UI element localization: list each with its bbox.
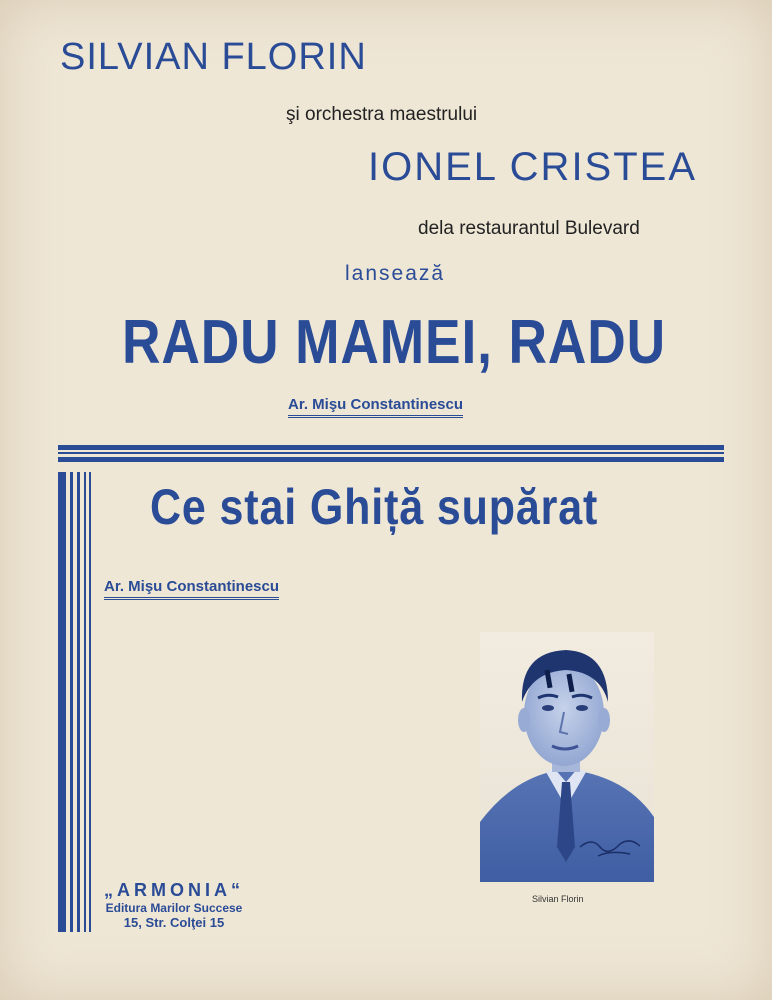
publisher-block	[84, 880, 264, 930]
divider-bar-middle	[58, 452, 724, 454]
artist-name: SILVIAN FLORIN	[60, 36, 367, 78]
publisher-address: 15, Str. Colţei 15	[123, 915, 225, 930]
divider-bar-bottom	[58, 457, 724, 462]
vertical-bar-5	[89, 472, 91, 932]
arranger-1: Ar. Mişu Constantinescu	[288, 396, 463, 418]
publisher-tagline: Editura Marilor Succese	[105, 901, 243, 915]
divider-bar-top	[58, 445, 724, 450]
portrait-illustration	[480, 632, 654, 882]
song-title-1: RADU MAMEI, RADU	[122, 308, 666, 377]
arranger-2: Ar. Mişu Constantinescu	[104, 578, 279, 600]
vertical-bar-2	[70, 472, 73, 932]
vertical-bar-3	[77, 472, 80, 932]
artist-portrait	[480, 632, 654, 882]
photo-caption: Silvian Florin	[532, 894, 584, 904]
with-orchestra-text: şi orchestra maestrului	[286, 104, 478, 125]
vertical-bar-4	[84, 472, 86, 932]
song-title-2: Ce stai Ghiță supărat	[150, 479, 599, 535]
publisher-name: „ARMONIA“	[104, 880, 244, 900]
vertical-bar-1	[58, 472, 66, 932]
venue-text: dela restaurantul Bulevard	[418, 218, 640, 239]
launches-text: lansează	[345, 262, 446, 285]
conductor-name: IONEL CRISTEA	[368, 145, 698, 189]
